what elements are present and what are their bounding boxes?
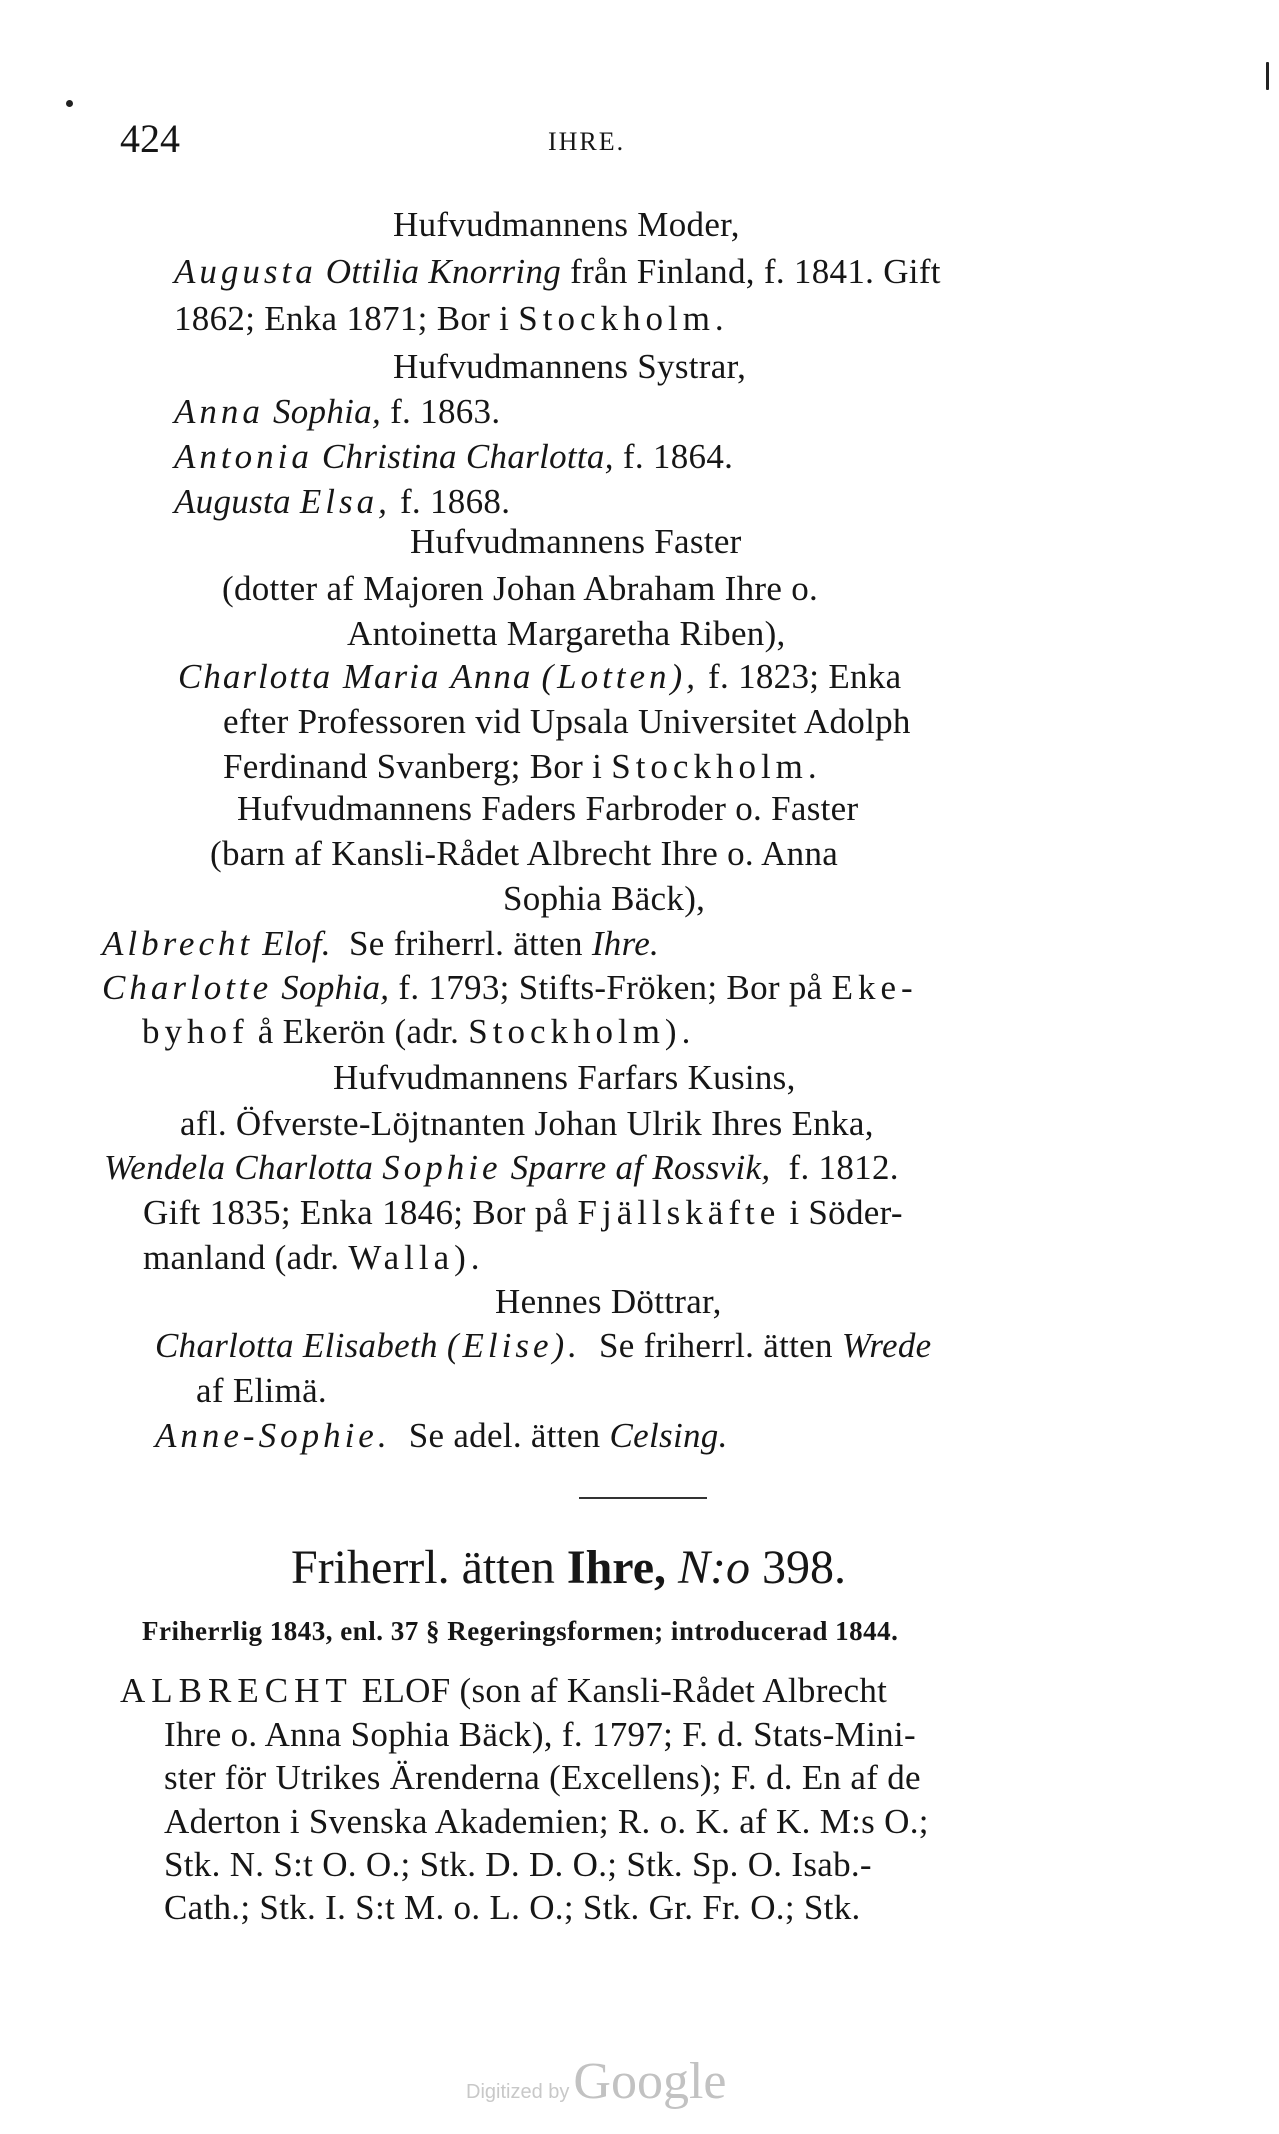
entry-albrecht-line3: ster för Utrikes Ärenderna (Excellens); F. d. En af de (164, 1758, 921, 1797)
entry-charlotta-elisabeth: Charlotta Elisabeth (Elise). Se friherrl. ätten Wrede (155, 1326, 932, 1365)
heading-sisters: Hufvudmannens Systrar, (393, 347, 747, 386)
ink-speck (1266, 62, 1269, 90)
google-logo: Google (573, 2053, 727, 2110)
entry-aunt-line2: Antoinetta Margaretha Riben), (347, 614, 786, 653)
entry-albrecht-line6: Cath.; Stk. I. S:t M. o. L. O.; Stk. Gr. Fr. O.; Stk. (164, 1888, 861, 1927)
entry-charlotte-sophia-line2: byhof å Ekerön (adr. Stockholm). (142, 1012, 696, 1051)
entry-wendela-line3: manland (adr. Walla). (143, 1238, 485, 1277)
entry-albrecht-elof: Albrecht Elof. Se friherrl. ätten Ihre. (102, 924, 660, 963)
entry-aunt-line3: Charlotta Maria Anna (Lotten), f. 1823; Enka (178, 657, 902, 696)
entry-granduncle-line2: Sophia Bäck), (503, 879, 706, 918)
entry-sister-antonia: Antonia Christina Charlotta, f. 1864. (174, 437, 734, 476)
heading-daughters: Hennes Döttrar, (495, 1282, 722, 1321)
heading-mother: Hufvudmannens Moder, (393, 205, 740, 244)
entry-aunt-line5: Ferdinand Svanberg; Bor i Stockholm. (223, 747, 822, 786)
entry-cousins-line1: afl. Öfverste-Löjtnanten Johan Ulrik Ihres Enka, (180, 1104, 874, 1143)
heading-cousins: Hufvudmannens Farfars Kusins, (333, 1058, 796, 1097)
section-divider (579, 1497, 707, 1499)
entry-granduncle-line1: (barn af Kansli-Rådet Albrecht Ihre o. Anna (210, 834, 839, 873)
running-title: IHRE. (548, 127, 626, 156)
digitized-watermark (466, 2052, 726, 2111)
entry-anne-sophie: Anne-Sophie. Se adel. ätten Celsing. (155, 1416, 728, 1455)
heading-aunt: Hufvudmannens Faster (410, 522, 742, 561)
entry-albrecht-line4: Aderton i Svenska Akademien; R. o. K. af K. M:s O.; (164, 1802, 929, 1841)
entry-mother-line1: Augusta Ottilia Knorring från Finland, f. 1841. Gift (174, 252, 941, 291)
entry-mother-line2: 1862; Enka 1871; Bor i Stockholm. (174, 299, 729, 338)
entry-wendela-line2: Gift 1835; Enka 1846; Bor på Fjällskäfte i Söder- (143, 1193, 903, 1232)
entry-sister-anna: Anna Sophia, f. 1863. (174, 392, 501, 431)
entry-charlotte-sophia: Charlotte Sophia, f. 1793; Stifts-Fröken; Bor på Eke- (102, 968, 918, 1007)
entry-aunt-line1: (dotter af Majoren Johan Abraham Ihre o. (222, 569, 819, 608)
heading-granduncle: Hufvudmannens Faders Farbroder o. Faster (237, 789, 859, 828)
page-number: 424 (120, 116, 180, 161)
section-subtitle: Friherrlig 1843, enl. 37 § Regeringsformen; introducerad 1844. (142, 1616, 899, 1646)
entry-albrecht-line5: Stk. N. S:t O. O.; Stk. D. D. O.; Stk. Sp. O. Isab.- (164, 1845, 872, 1884)
ink-speck (66, 100, 73, 107)
entry-albrecht-elof-main: ALBRECHT ELOF (son af Kansli-Rådet Albrecht (120, 1671, 888, 1710)
digitized-label: Digitized by (466, 2081, 570, 2103)
entry-charlotta-elisabeth-line2: af Elimä. (196, 1371, 327, 1410)
entry-sister-augusta: Augusta Elsa, f. 1868. (174, 482, 511, 521)
entry-aunt-line4: efter Professoren vid Upsala Universitet Adolph (223, 702, 911, 741)
section-title: Friherrl. ätten Ihre, N:o 398. (291, 1541, 847, 1594)
entry-wendela: Wendela Charlotta Sophie Sparre af Rossvik, f. 1812. (104, 1148, 899, 1187)
entry-albrecht-line2: Ihre o. Anna Sophia Bäck), f. 1797; F. d. Stats-Mini- (164, 1715, 916, 1754)
